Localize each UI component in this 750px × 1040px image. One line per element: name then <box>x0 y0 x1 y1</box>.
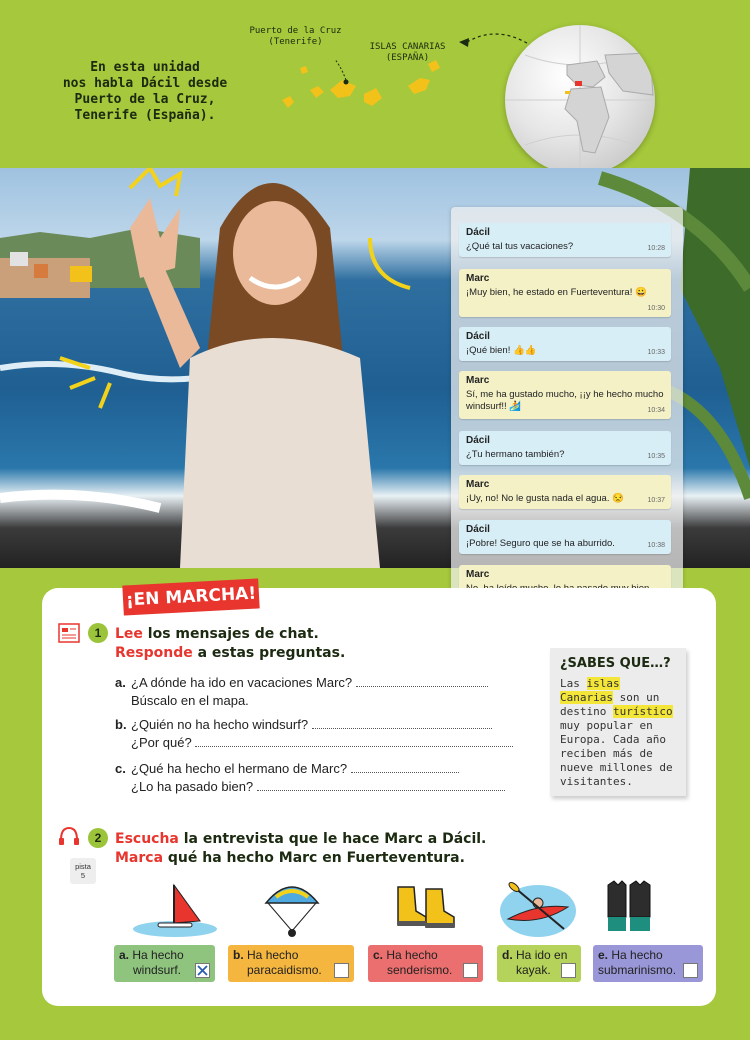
answer-line[interactable] <box>195 735 513 747</box>
option-d[interactable] <box>497 945 581 982</box>
section-tag: ¡EN MARCHA! <box>122 578 259 615</box>
chat-message <box>459 327 671 361</box>
chat-time: 10:37 <box>647 497 665 504</box>
chat-sender: Dácil <box>466 435 490 446</box>
girl-photo <box>120 168 420 568</box>
option-letter: a. <box>119 948 130 962</box>
exercise-number: 2 <box>88 828 108 848</box>
option-text: windsurf. <box>133 963 182 977</box>
answer-line[interactable] <box>356 675 488 687</box>
instruction-keyword: Marca <box>115 850 164 866</box>
chat-message <box>459 520 671 554</box>
chat-text: ¡Uy, no! No le gusta nada el agua. 😒 <box>466 493 624 504</box>
label-puerto-de-la-cruz: Puerto de la Cruz (Tenerife) <box>249 26 342 47</box>
checkbox[interactable] <box>561 963 576 978</box>
question-text: ¿Por qué? <box>131 735 192 750</box>
answer-line[interactable] <box>351 761 459 773</box>
chat-time: 10:33 <box>647 349 665 356</box>
question-b <box>115 716 513 752</box>
instruction-keyword: Lee <box>115 626 143 642</box>
option-letter: e. <box>598 948 609 962</box>
did-you-know-title: ¿SABES QUE…? <box>560 656 671 671</box>
chat-time: 10:34 <box>647 407 665 414</box>
option-text: Ha hecho <box>611 948 663 962</box>
chat-sender: Marc <box>466 375 490 386</box>
did-you-know-box <box>550 648 686 796</box>
chat-text: Sí, me ha gustado mucho, ¡¡y he hecho mucho windsurf!! 🏄 <box>466 389 664 412</box>
instruction-text: la entrevista que le hace Marc a Dácil. <box>178 831 487 847</box>
question-c <box>115 760 505 796</box>
question-letter: b. <box>115 717 127 732</box>
chat-message <box>459 431 671 465</box>
option-text: kayak. <box>516 963 551 977</box>
question-letter: c. <box>115 761 126 776</box>
chat-time: 10:28 <box>647 245 665 252</box>
label-islas-canarias: ISLAS CANARIAS (ESPAÑA) <box>369 42 446 63</box>
chat-text: ¿Tu hermano también? <box>466 449 565 460</box>
question-text: ¿Qué ha hecho el hermano de Marc? <box>131 761 348 776</box>
chat-time: 10:38 <box>647 542 665 549</box>
chat-text: ¿Qué tal tus vacaciones? <box>466 241 574 252</box>
question-text: ¿Quién no ha hecho windsurf? <box>131 717 309 732</box>
chat-sender: Dácil <box>466 331 490 342</box>
option-text: paracaidismo. <box>247 963 322 977</box>
chat-message <box>459 371 671 419</box>
read-icon <box>58 623 80 643</box>
option-text: Ha ido en <box>516 948 568 962</box>
checkbox[interactable] <box>195 963 210 978</box>
exercise-number: 1 <box>88 623 108 643</box>
did-you-know-text: Las islas Canarias son un destino turístico muy popular en Europa. Cada año reciben más de nueve millones de visitantes. <box>560 677 673 788</box>
answer-line[interactable] <box>312 717 492 729</box>
chat-sender: Marc <box>466 273 490 284</box>
answer-line[interactable] <box>257 779 505 791</box>
option-text: submarinismo. <box>598 963 677 977</box>
chat-text: ¡Qué bien! 👍👍 <box>466 345 537 356</box>
checkbox[interactable] <box>463 963 478 978</box>
checkbox[interactable] <box>683 963 698 978</box>
option-text: Ha hecho <box>247 948 299 962</box>
option-text: Ha hecho <box>132 948 184 962</box>
option-text: senderismo. <box>387 963 453 977</box>
instruction-keyword: Escucha <box>115 831 179 847</box>
question-letter: a. <box>115 675 126 690</box>
option-a[interactable] <box>114 945 215 982</box>
globe-image <box>505 25 655 175</box>
check-mark-icon <box>196 964 209 977</box>
instruction-text: qué ha hecho Marc en Fuerteventura. <box>163 850 465 866</box>
checkbox[interactable] <box>334 963 349 978</box>
chat-time: 10:30 <box>647 305 665 312</box>
question-text: Búscalo en el mapa. <box>131 693 249 708</box>
chat-text: ¡Muy bien, he estado en Fuerteventura! 😀 <box>466 287 647 298</box>
chat-text: ¡Pobre! Seguro que se ha aburrido. <box>466 538 615 549</box>
chat-message <box>459 223 671 257</box>
exercise-1-instructions <box>115 625 345 663</box>
chat-sender: Dácil <box>466 227 490 238</box>
chat-sender: Marc <box>466 569 490 580</box>
exercise-2-instructions <box>115 830 486 868</box>
track-label: pista 5 <box>70 858 96 884</box>
chat-sender: Dácil <box>466 524 490 535</box>
instruction-text: a estas preguntas. <box>192 645 346 661</box>
diving-gloves-icon <box>604 877 654 939</box>
question-a <box>115 674 488 710</box>
canary-islands-map <box>280 60 440 120</box>
option-letter: d. <box>502 948 513 962</box>
windsurf-icon <box>130 877 220 939</box>
question-text: ¿A dónde ha ido en vacaciones Marc? <box>131 675 353 690</box>
option-text: Ha hecho <box>386 948 438 962</box>
option-letter: b. <box>233 948 244 962</box>
chat-message <box>459 475 671 509</box>
intro-text: En esta unidad nos habla Dácil desde Puerto de la Cruz, Tenerife (España). <box>62 60 228 123</box>
parachute-icon <box>262 877 322 939</box>
instruction-text: los mensajes de chat. <box>142 626 319 642</box>
question-text: ¿Lo ha pasado bien? <box>131 779 254 794</box>
option-e[interactable] <box>593 945 703 982</box>
chat-message <box>459 269 671 317</box>
chat-time: 10:35 <box>647 453 665 460</box>
chat-window <box>451 207 683 617</box>
option-b[interactable] <box>228 945 354 982</box>
chat-sender: Marc <box>466 479 490 490</box>
option-letter: c. <box>373 948 384 962</box>
option-c[interactable] <box>368 945 483 982</box>
headphones-icon <box>58 826 80 846</box>
hiking-boots-icon <box>392 877 458 939</box>
kayak-icon <box>498 877 578 939</box>
instruction-keyword: Responde <box>115 645 193 661</box>
